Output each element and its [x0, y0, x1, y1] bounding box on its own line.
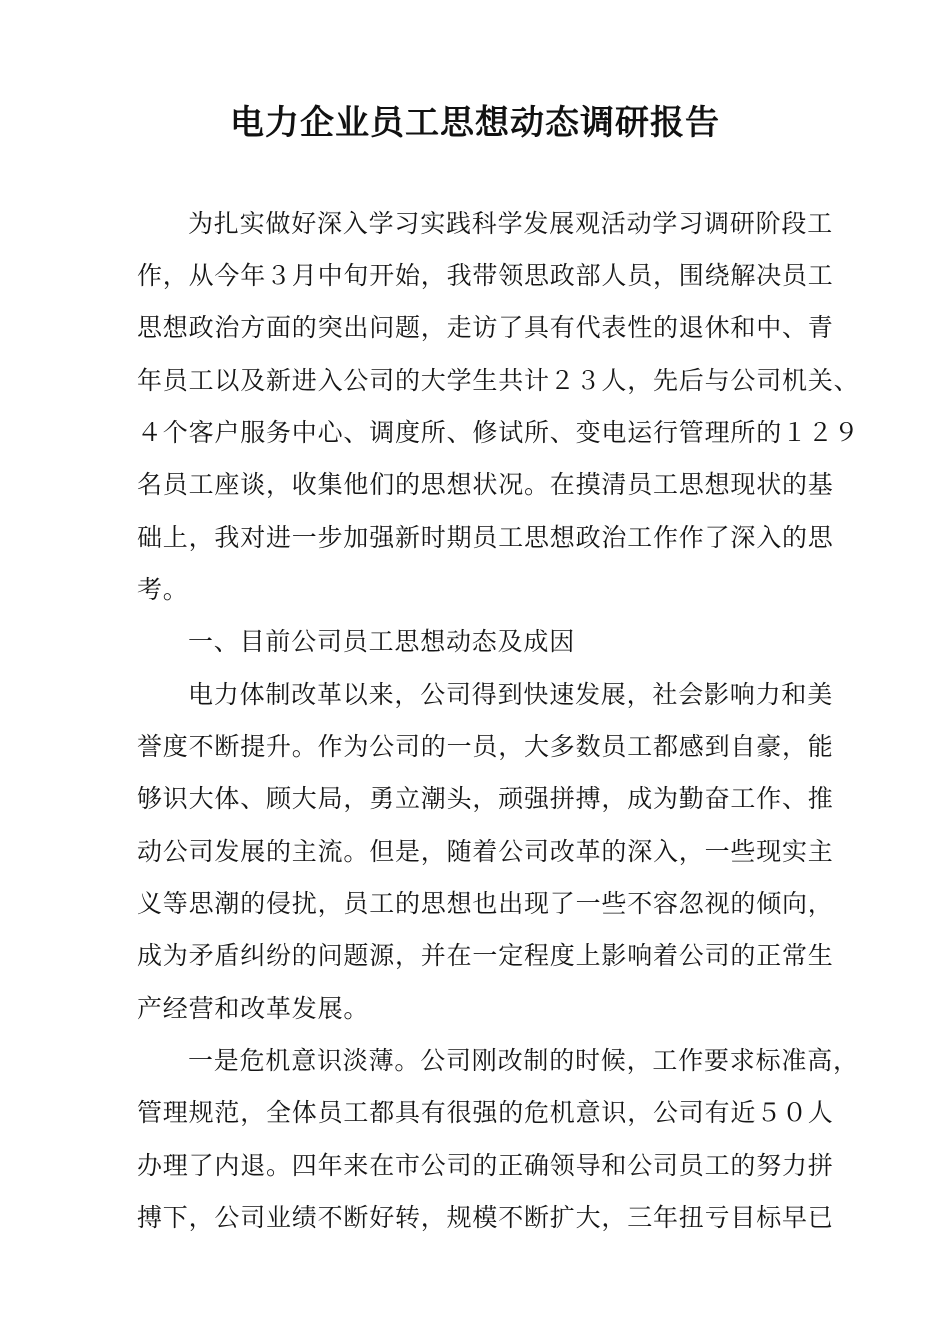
paragraph-3-line-1: 一是危机意识淡薄。公司刚改制的时候，工作要求标准高，: [188, 1046, 859, 1075]
paragraph-3-line-2: 管理规范，全体员工都具有很强的危机意识，公司有近５０人: [137, 1098, 834, 1127]
paragraph-2-line-4: 动公司发展的主流。但是，随着公司改革的深入，一些现实主: [137, 837, 834, 866]
paragraph-1-line-2: 作，从今年３月中旬开始，我带领思政部人员，围绕解决员工: [137, 261, 834, 290]
document-title: 电力企业员工思想动态调研报告: [230, 103, 720, 143]
paragraph-3-line-3: 办理了内退。四年来在市公司的正确领导和公司员工的努力拼: [137, 1151, 834, 1180]
paragraph-1-line-6: 名员工座谈，收集他们的思想状况。在摸清员工思想现状的基: [137, 470, 834, 499]
paragraph-1-line-3: 思想政治方面的突出问题，走访了具有代表性的退休和中、青: [137, 313, 834, 342]
paragraph-1-line-8: 考。: [137, 575, 189, 604]
paragraph-2-line-2: 誉度不断提升。作为公司的一员，大多数员工都感到自豪，能: [137, 732, 834, 761]
paragraph-2-line-7: 产经营和改革发展。: [137, 994, 370, 1023]
paragraph-1-line-1: 为扎实做好深入学习实践科学发展观活动学习调研阶段工: [188, 209, 834, 238]
paragraph-2-line-3: 够识大体、顾大局，勇立潮头，顽强拼搏，成为勤奋工作、推: [137, 784, 834, 813]
paragraph-1-line-4: 年员工以及新进入公司的大学生共计２３人，先后与公司机关、: [137, 366, 860, 395]
paragraph-3-line-4: 搏下，公司业绩不断好转，规模不断扩大，三年扭亏目标早已: [137, 1203, 834, 1232]
paragraph-1-line-7: 础上，我对进一步加强新时期员工思想政治工作作了深入的思: [137, 523, 834, 552]
paragraph-1-line-5: ４个客户服务中心、调度所、修试所、变电运行管理所的１２９: [137, 418, 860, 447]
paragraph-2-line-6: 成为矛盾纠纷的问题源，并在一定程度上影响着公司的正常生: [137, 941, 834, 970]
section-heading: 一、目前公司员工思想动态及成因: [188, 627, 576, 656]
paragraph-2-line-1: 电力体制改革以来，公司得到快速发展，社会影响力和美: [188, 680, 834, 709]
paragraph-2-line-5: 义等思潮的侵扰，员工的思想也出现了一些不容忽视的倾向，: [137, 889, 834, 918]
